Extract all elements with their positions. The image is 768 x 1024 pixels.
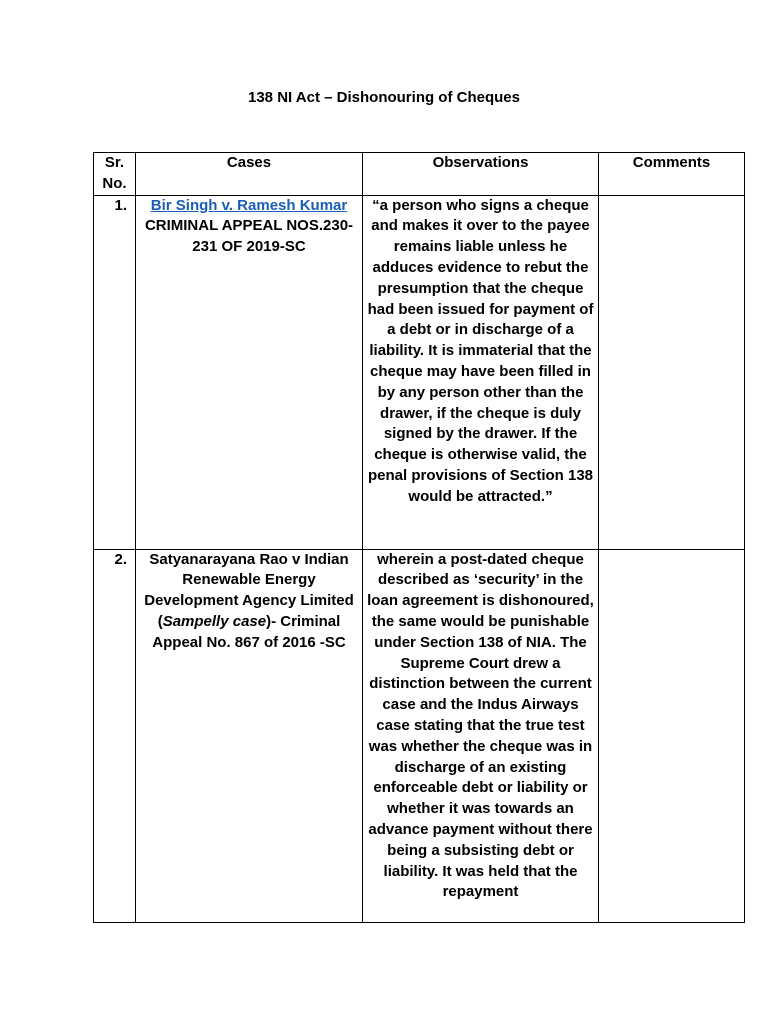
cases-table xyxy=(93,152,745,923)
header-observations: Observations xyxy=(363,153,599,196)
sr-number: 2. xyxy=(94,549,136,922)
comments-cell xyxy=(599,195,745,549)
case-cell xyxy=(136,549,363,922)
table-header-row xyxy=(94,153,745,196)
observation-text: “a person who signs a cheque and makes it over to the payee remains liable unless he adduces evidence to rebut the presumption that the cheque had been issued for payment of a debt or in discharge of a liability. It is immaterial that the cheque may have been filled in by any person other than the drawer, if the cheque is duly signed by the drawer. If the cheque is otherwise valid, the penal provisions of Section 138 would be attracted.” xyxy=(367,196,594,505)
case-name-part: Satyanarayana Rao v Indian Renewable Energy Development Agency Limited ( xyxy=(144,550,354,630)
observation-cell xyxy=(363,549,599,922)
case-name-part: )- Criminal Appeal No. 867 of 2016 -SC xyxy=(152,612,346,651)
comments-cell xyxy=(599,549,745,922)
header-sr-no: Sr. No. xyxy=(94,153,136,196)
table-row xyxy=(94,549,745,922)
case-detail: CRIMINAL APPEAL NOS.230-231 OF 2019-SC xyxy=(144,217,354,256)
sr-number: 1. xyxy=(94,195,136,549)
page-title: 138 NI Act – Dishonouring of Cheques xyxy=(248,89,520,106)
case-link[interactable]: Bir Singh v. Ramesh Kumar xyxy=(150,196,348,214)
header-comments: Comments xyxy=(599,153,745,196)
table-row xyxy=(94,195,745,549)
observation-text: wherein a post-dated cheque described as ‘security’ in the loan agreement is dishonoured, the same would be punishable under Section 138 of NIA. The Supreme Court drew a distinction between the current case and the Indus Airways case stating that the true test was whether the cheque was in discharge of an existing enforceable debt or liability or whether it was towards an advance payment without there being a subsisting debt or liability. It was held that the repayment xyxy=(367,550,594,901)
header-cases: Cases xyxy=(136,153,363,196)
observation-cell xyxy=(363,195,599,549)
case-name-italic: Sampelly case xyxy=(162,612,267,630)
case-cell xyxy=(136,195,363,549)
